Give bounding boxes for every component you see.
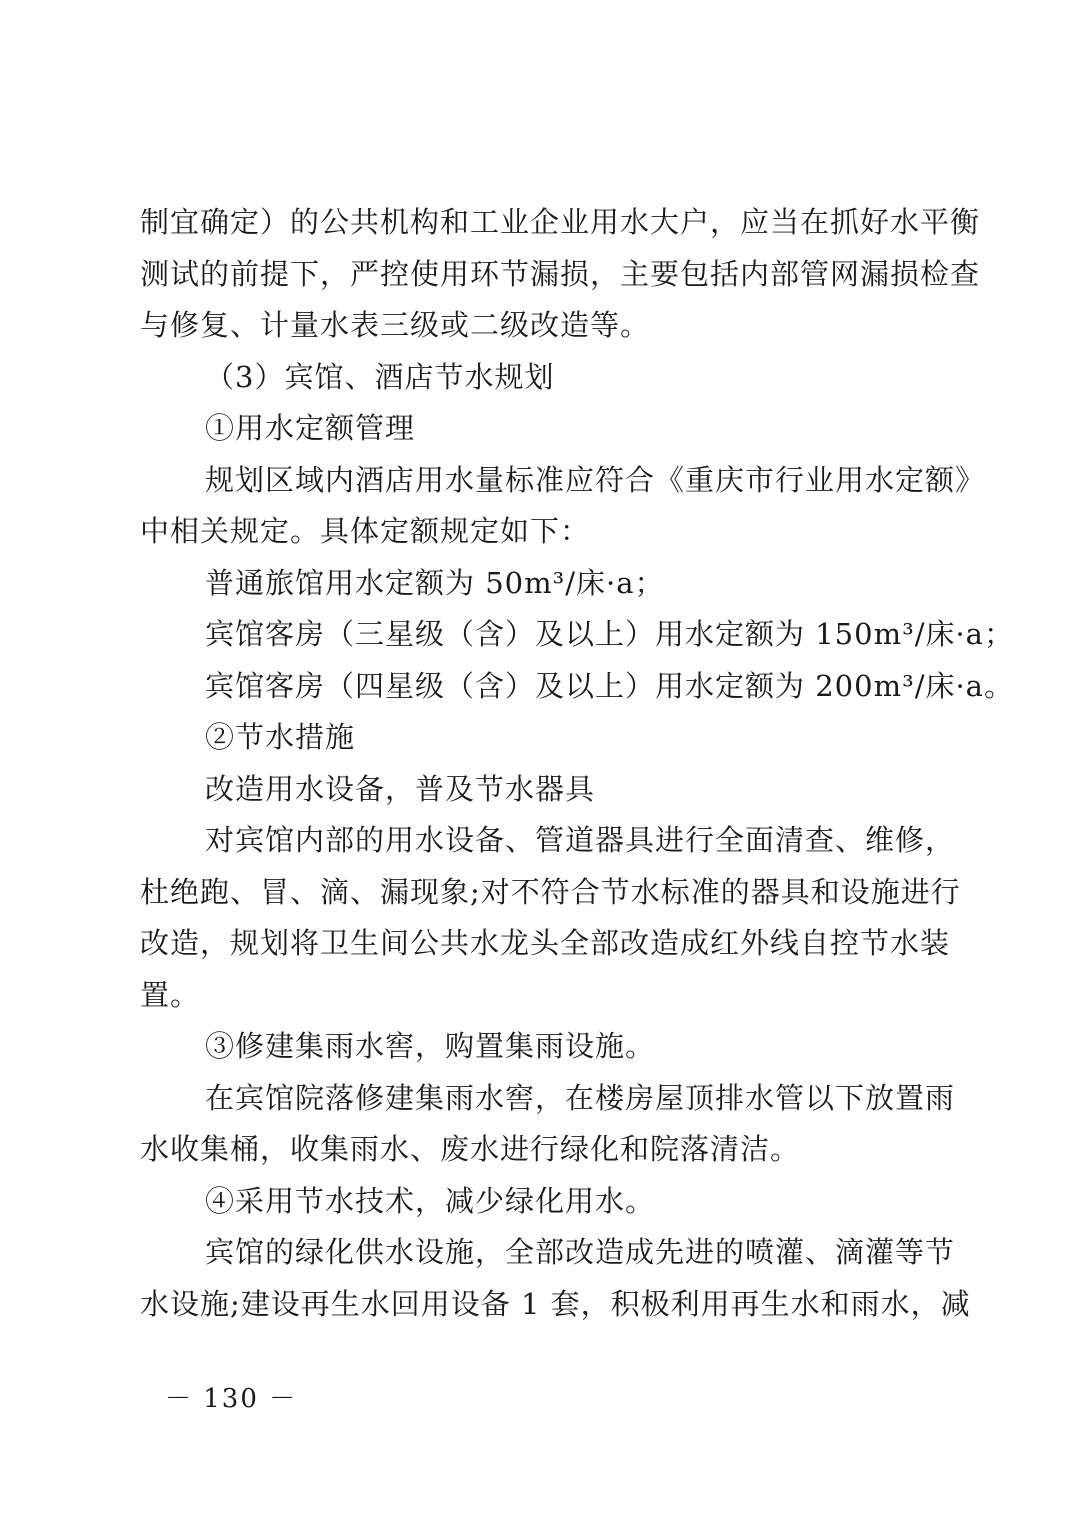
paragraph-line: 改造用水设备，普及节水器具 bbox=[205, 772, 596, 806]
quota-item: 普通旅馆用水定额为 50m³/床·a； bbox=[205, 566, 665, 600]
quota-item: 宾馆客房（三星级（含）及以上）用水定额为 150m³/床·a； bbox=[205, 617, 1014, 651]
paragraph-line: 水设施;建设再生水回用设备 1 套，积极利用再生水和雨水，减 bbox=[140, 1287, 971, 1321]
subsection-heading: ②节水措施 bbox=[205, 720, 356, 754]
paragraph-line: 置。 bbox=[140, 978, 201, 1012]
paragraph-line: 规划区域内酒店用水量标准应符合《重庆市行业用水定额》 bbox=[205, 463, 986, 497]
section-heading: （3）宾馆、酒店节水规划 bbox=[205, 360, 555, 394]
paragraph-line: 制宜确定）的公共机构和工业企业用水大户，应当在抓好水平衡 bbox=[140, 205, 981, 239]
paragraph-line: 宾馆的绿化供水设施，全部改造成先进的喷灌、滴灌等节 bbox=[205, 1235, 956, 1269]
paragraph-line: 中相关规定。具体定额规定如下： bbox=[140, 514, 591, 548]
paragraph-line: 在宾馆院落修建集雨水窖，在楼房屋顶排水管以下放置雨 bbox=[205, 1081, 956, 1115]
quota-item: 宾馆客房（四星级（含）及以上）用水定额为 200m³/床·a。 bbox=[205, 669, 1014, 703]
subsection-heading: ①用水定额管理 bbox=[205, 411, 416, 445]
page-number: － 130 － bbox=[165, 1384, 298, 1414]
paragraph-line: 与修复、计量水表三级或二级改造等。 bbox=[140, 308, 651, 342]
subsection-heading: ③修建集雨水窖，购置集雨设施。 bbox=[205, 1029, 656, 1063]
paragraph-line: 对宾馆内部的用水设备、管道器具进行全面清查、维修， bbox=[205, 823, 956, 857]
paragraph-line: 测试的前提下，严控使用环节漏损，主要包括内部管网漏损检查 bbox=[140, 257, 981, 291]
paragraph-line: 杜绝跑、冒、滴、漏现象;对不符合节水标准的器具和设施进行 bbox=[140, 875, 961, 909]
paragraph-line: 水收集桶，收集雨水、废水进行绿化和院落清洁。 bbox=[140, 1132, 801, 1166]
subsection-heading: ④采用节水技术，减少绿化用水。 bbox=[205, 1184, 656, 1218]
paragraph-line: 改造，规划将卫生间公共水龙头全部改造成红外线自控节水装 bbox=[140, 926, 951, 960]
